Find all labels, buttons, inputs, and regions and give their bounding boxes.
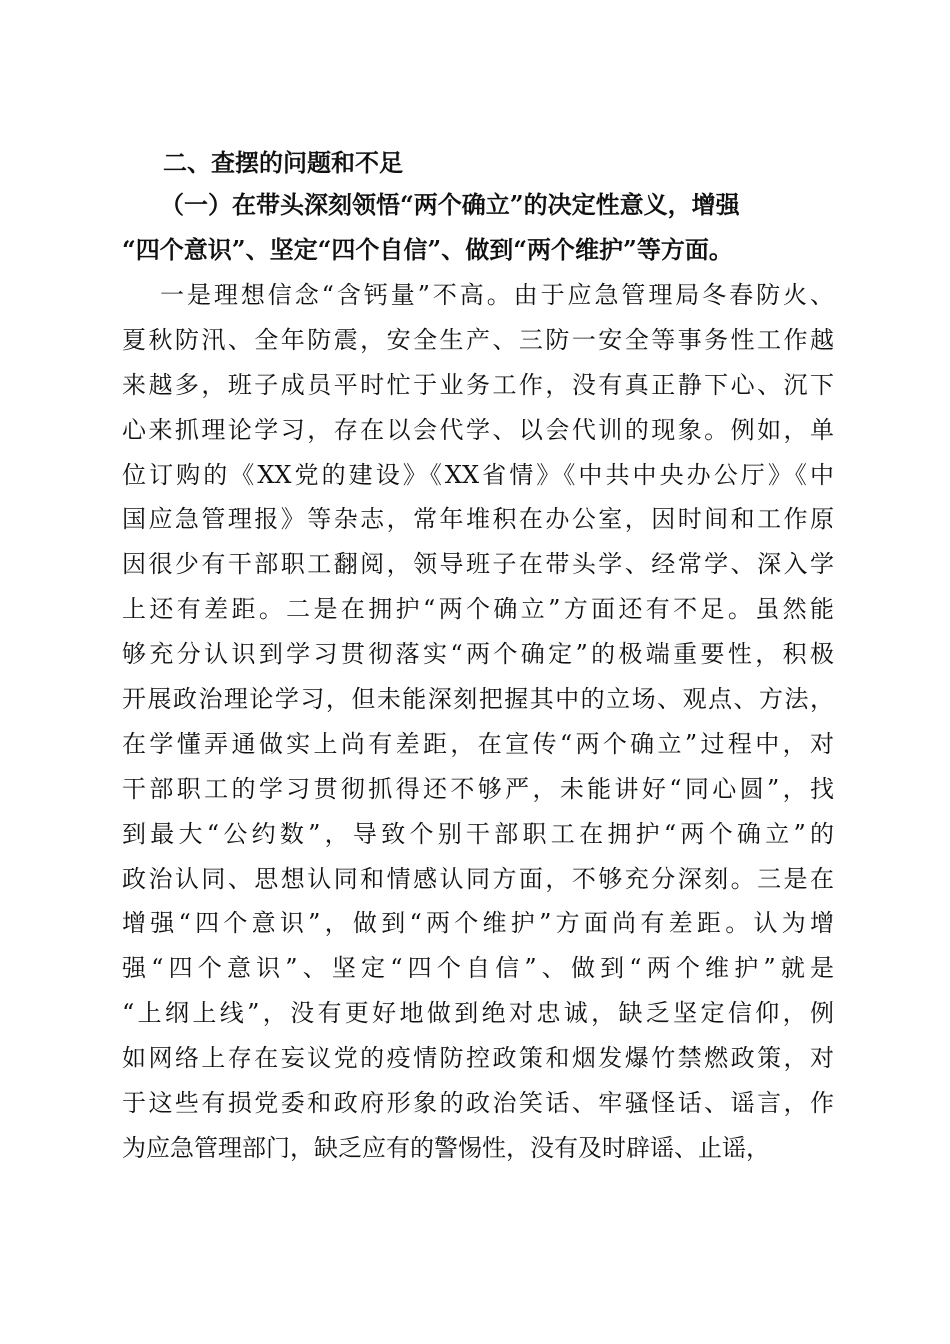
- paragraph-line: 因很少有干部职工翻阅，领导班子在带头学、经常学、深入学: [122, 550, 834, 579]
- paragraph-body: [122, 273, 834, 1171]
- paragraph-line: 上还有差距。二是在拥护“两个确立”方面还有不足。虽然能: [122, 595, 834, 624]
- paragraph-line: 如网络上存在妄议党的疫情防控政策和烟发爆竹禁燃政策，对: [122, 1044, 834, 1073]
- section-heading: 二、查摆的问题和不足: [163, 149, 403, 177]
- paragraph-line: 增强“四个意识”，做到“两个维护”方面尚有差距。认为增: [122, 909, 834, 938]
- paragraph-line: 够充分认识到学习贯彻落实“两个确定”的极端重要性，积极: [122, 640, 834, 669]
- paragraph-line: 到最大“公约数”，导致个别干部职工在拥护“两个确立”的: [122, 819, 834, 848]
- paragraph-line: 干部职工的学习贯彻抓得还不够严，未能讲好“同心圆”，找: [122, 774, 834, 803]
- paragraph-line: “上纲上线”，没有更好地做到绝对忠诚，缺乏坚定信仰，例: [122, 999, 834, 1028]
- paragraph-line: 在学懂弄通做实上尚有差距，在宣传“两个确立”过程中，对: [122, 729, 834, 758]
- subheading-line-1: （一）在带头深刻领悟“两个确立”的决定性意义，增强: [160, 190, 740, 219]
- paragraph-line: 政治认同、思想认同和情感认同方面，不够充分深刻。三是在: [122, 864, 834, 893]
- paragraph-line: 心来抓理论学习，存在以会代学、以会代训的现象。例如，单: [122, 415, 834, 444]
- paragraph-line: 夏秋防汛、全年防震，安全生产、三防一安全等事务性工作越: [122, 325, 834, 354]
- subheading-line-2: “四个意识”、坚定“四个自信”、做到“两个维护”等方面。: [122, 235, 733, 264]
- paragraph-line: 开展政治理论学习，但未能深刻把握其中的立场、观点、方法，: [122, 685, 834, 714]
- paragraph-line: 一是理想信念“含钙量”不高。由于应急管理局冬春防火、: [160, 281, 834, 309]
- paragraph-line: 强“四个意识”、坚定“四个自信”、做到“两个维护”就是: [122, 954, 834, 983]
- paragraph-line: 国应急管理报》等杂志，常年堆积在办公室，因时间和工作原: [122, 505, 834, 534]
- paragraph-line: 为应急管理部门，缺乏应有的警惕性，没有及时辟谣、止谣，: [122, 1133, 770, 1162]
- paragraph-line: 位订购的《XX党的建设》《XX省情》《中共中央办公厅》《中: [122, 460, 834, 489]
- paragraph-line: 于这些有损党委和政府形象的政治笑话、牢骚怪话、谣言，作: [122, 1089, 834, 1118]
- paragraph-line: 来越多，班子成员平时忙于业务工作，没有真正静下心、沉下: [122, 370, 834, 399]
